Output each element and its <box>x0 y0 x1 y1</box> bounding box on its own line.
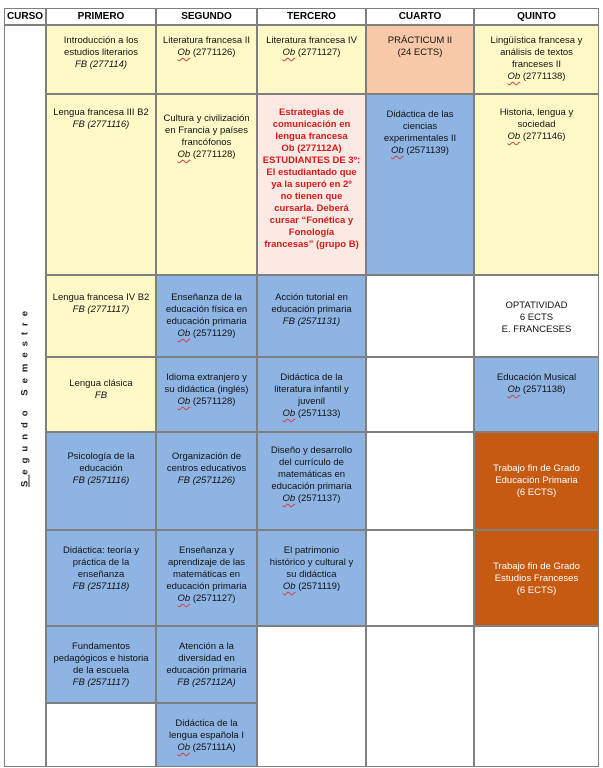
cell-segundo-4: Idioma extranjero y su didáctica (inglés) Ob (2571128) <box>156 357 257 432</box>
header-primero: PRIMERO <box>46 8 156 25</box>
cell-segundo-3: Enseñanza de la educación física en educación primaria Ob (2571129) <box>156 275 257 357</box>
cell-quinto-3: OPTATIVIDAD 6 ECTS E. FRANCESES <box>474 275 599 357</box>
cell-quinto-7 <box>474 626 599 767</box>
cell-primero-4: Lengua clásica FB <box>46 357 156 432</box>
cell-tercero-7 <box>257 626 366 767</box>
cell-primero-2: Lengua francesa III B2 FB (2771116) <box>46 94 156 275</box>
cell-segundo-2: Cultura y civilización en Francia y países francófonos Ob (2771128) <box>156 94 257 275</box>
cell-segundo-5: Organización de centros educativos FB (2571126) <box>156 432 257 530</box>
cell-tercero-2: Estrategias de comunicación en lengua francesa Ob (277112A) ESTUDIANTES DE 3º: El estudiantado que ya la superó en 2º no tienen que cursarla. Deberá cursar “Fonética y Fonología francesas” (grupo B) <box>257 94 366 275</box>
header-curso: CURSO <box>4 8 46 25</box>
cell-quinto-6: Trabajo fin de Grado Estudios Franceses (6 ECTS) <box>474 530 599 626</box>
cell-tercero-4: Didáctica de la literatura infantil y juvenil Ob (2571133) <box>257 357 366 432</box>
cell-primero-8 <box>46 703 156 767</box>
cell-quinto-1: Lingüística francesa y análisis de textos franceses II Ob (2771138) <box>474 25 599 94</box>
cell-tercero-1: Literatura francesa IV Ob (2771127) <box>257 25 366 94</box>
header-tercero: TERCERO <box>257 8 366 25</box>
curso-column <box>4 25 46 767</box>
cell-cuarto-3 <box>366 275 474 357</box>
cell-segundo-6: Enseñanza y aprendizaje de las matemáticas en educación primaria Ob (2571127) <box>156 530 257 626</box>
header-cuarto: CUARTO <box>366 8 474 25</box>
cell-cuarto-2: Didáctica de las ciencias experimentales II Ob (2571139) <box>366 94 474 275</box>
cell-quinto-2: Historia, lengua y sociedad Ob (2771146) <box>474 94 599 275</box>
cell-segundo-7: Atención a la diversidad en educación primaria FB (257112A) <box>156 626 257 703</box>
cell-tercero-5: Diseño y desarrollo del currículo de matemáticas en educación primaria Ob (2571137) <box>257 432 366 530</box>
cell-cuarto-6 <box>366 530 474 626</box>
cell-tercero-6: El patrimonio histórico y cultural y su didáctica Ob (2571119) <box>257 530 366 626</box>
cell-cuarto-4 <box>366 357 474 432</box>
cell-primero-1: Introducción a los estudios literarios FB (277114) <box>46 25 156 94</box>
header-quinto: QUINTO <box>474 8 599 25</box>
cell-primero-7: Fundamentos pedagógicos e historia de la escuela FB (2571117) <box>46 626 156 703</box>
semester-label: Segundo Semestre <box>19 304 31 488</box>
header-segundo: SEGUNDO <box>156 8 257 25</box>
cell-tercero-3: Acción tutorial en educación primaria FB (2571131) <box>257 275 366 357</box>
cell-primero-3: Lengua francesa IV B2 FB (2771117) <box>46 275 156 357</box>
cell-cuarto-5 <box>366 432 474 530</box>
cell-segundo-8: Didáctica de la lengua española I Ob (257111A) <box>156 703 257 767</box>
cell-cuarto-1: PRÁCTICUM II (24 ECTS) <box>366 25 474 94</box>
cell-cuarto-7 <box>366 626 474 767</box>
cell-segundo-1: Literatura francesa II Ob (2771126) <box>156 25 257 94</box>
cell-quinto-5: Trabajo fin de Grado Educación Primaria (6 ECTS) <box>474 432 599 530</box>
cell-primero-5: Psicología de la educación FB (2571116) <box>46 432 156 530</box>
cell-quinto-4: Educación Musical Ob (2571138) <box>474 357 599 432</box>
cell-primero-6: Didáctica: teoría y práctica de la enseñanza FB (2571118) <box>46 530 156 626</box>
